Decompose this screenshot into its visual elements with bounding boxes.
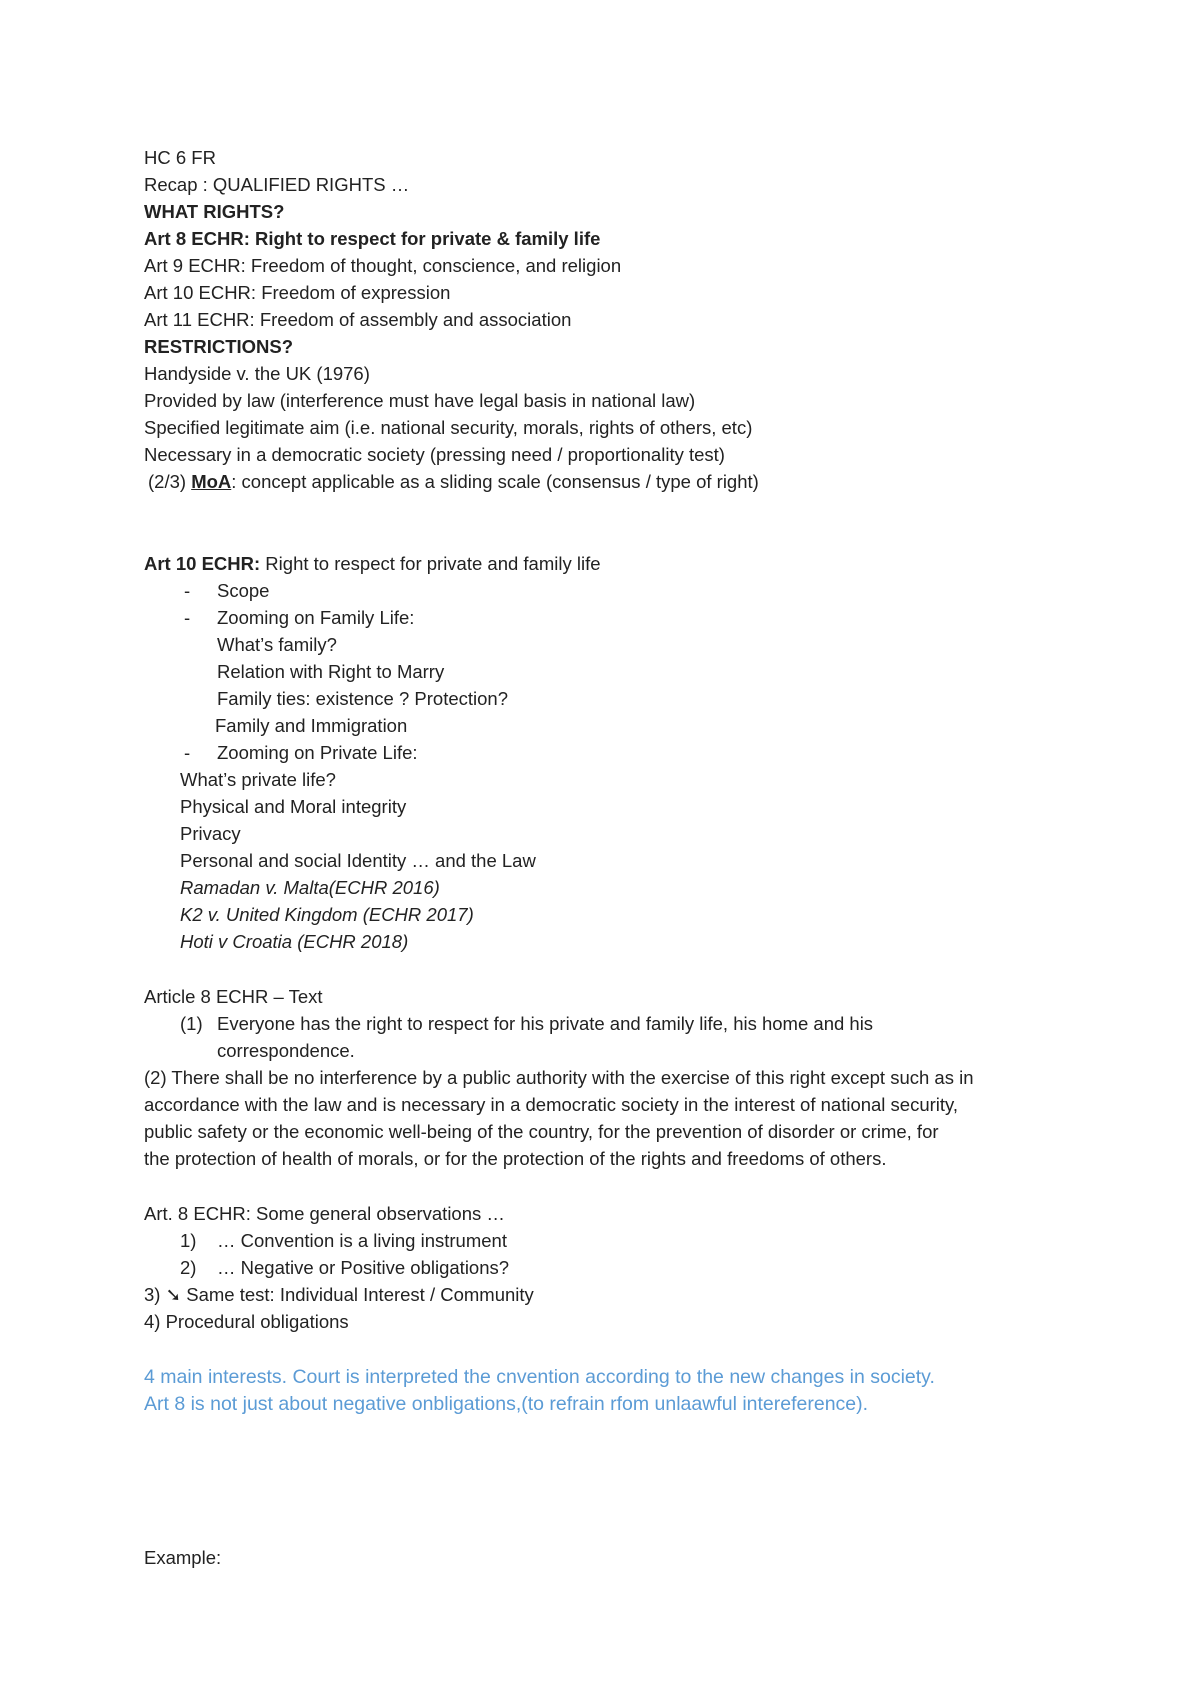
art11-line: Art 11 ECHR: Freedom of assembly and association (144, 309, 572, 330)
handyside-case: Handyside v. the UK (1976) (144, 363, 370, 384)
family-item: What’s family? (217, 634, 337, 655)
scope-item: Scope (217, 580, 270, 601)
paragraph-2-line: public safety or the economic well-being of the country, for the prevention of disorder or crime, for (144, 1121, 939, 1142)
what-rights-heading: WHAT RIGHTS? (144, 201, 285, 222)
paragraph-2-line: accordance with the law and is necessary in a democratic society in the interest of national security, (144, 1094, 959, 1115)
article-text-heading: Article 8 ECHR – Text (144, 986, 323, 1007)
case-citation: Ramadan v. Malta(ECHR 2016) (180, 877, 440, 898)
doc-title: HC 6 FR (144, 147, 216, 168)
paragraph-1-line: Everyone has the right to respect for his private and family life, his home and his (217, 1013, 874, 1034)
observation-item-3 (144, 1284, 534, 1306)
section-heading-rest: Right to respect for private and family life (260, 553, 601, 574)
observation-number: 1) (180, 1230, 197, 1251)
note-line: 4 main interests. Court is interpreted the cnvention according to the new changes in society. (144, 1366, 935, 1388)
case-citation: K2 v. United Kingdom (ECHR 2017) (180, 904, 474, 925)
list-dash: - (184, 580, 191, 601)
recap-line: Recap : QUALIFIED RIGHTS … (144, 174, 410, 195)
note-line: Art 8 is not just about negative onbligations,(to refrain rfom unlaawful intereference). (144, 1393, 869, 1415)
art10-line: Art 10 ECHR: Freedom of expression (144, 282, 451, 303)
paragraph-number: (1) (180, 1013, 203, 1034)
observation-text: Same test: Individual Interest / Community (186, 1284, 534, 1305)
observation-number: 2) (180, 1257, 197, 1278)
observation-item: … Convention is a living instrument (217, 1230, 507, 1251)
restriction-item: Specified legitimate aim (i.e. national security, morals, rights of others, etc) (144, 417, 753, 438)
paragraph-2-line: the protection of health of morals, or for the protection of the rights and freedoms of others. (144, 1148, 887, 1169)
private-item: Physical and Moral integrity (180, 796, 407, 817)
art8-line: Art 8 ECHR: Right to respect for private & family life (144, 228, 601, 249)
family-item: Relation with Right to Marry (217, 661, 445, 682)
moa-line (148, 471, 759, 493)
art9-line: Art 9 ECHR: Freedom of thought, conscience, and religion (144, 255, 622, 276)
observation-number: 3) (144, 1284, 161, 1305)
section-heading (144, 553, 601, 575)
private-item: Privacy (180, 823, 241, 844)
moa-text: : concept applicable as a sliding scale (consensus / type of right) (231, 471, 759, 492)
observations-heading: Art. 8 ECHR: Some general observations … (144, 1203, 505, 1224)
paragraph-2-line: (2) There shall be no interference by a public authority with the exercise of this right except such as in (144, 1067, 974, 1088)
observation-item-4: 4) Procedural obligations (144, 1311, 349, 1332)
restriction-item: Provided by law (interference must have legal basis in national law) (144, 390, 696, 411)
private-item: Personal and social Identity … and the Law (180, 850, 536, 871)
example-label: Example: (144, 1547, 222, 1568)
restrictions-heading: RESTRICTIONS? (144, 336, 294, 357)
family-item: Family and Immigration (215, 715, 408, 736)
list-dash: - (184, 742, 191, 763)
private-life-heading: Zooming on Private Life: (217, 742, 418, 763)
list-dash: - (184, 607, 191, 628)
section-heading-bold: Art 10 ECHR: (144, 553, 261, 574)
arrow-down-right-icon: ➘ (165, 1284, 182, 1305)
moa-prefix: (2/3) (148, 471, 187, 492)
restriction-item: Necessary in a democratic society (pressing need / proportionality test) (144, 444, 725, 465)
case-citation: Hoti v Croatia (ECHR 2018) (180, 931, 409, 952)
private-item: What’s private life? (180, 769, 336, 790)
family-life-heading: Zooming on Family Life: (217, 607, 415, 628)
moa-label: MoA (191, 471, 232, 492)
family-item: Family ties: existence ? Protection? (217, 688, 508, 709)
paragraph-1-line: correspondence. (217, 1040, 355, 1061)
observation-item: … Negative or Positive obligations? (217, 1257, 510, 1278)
